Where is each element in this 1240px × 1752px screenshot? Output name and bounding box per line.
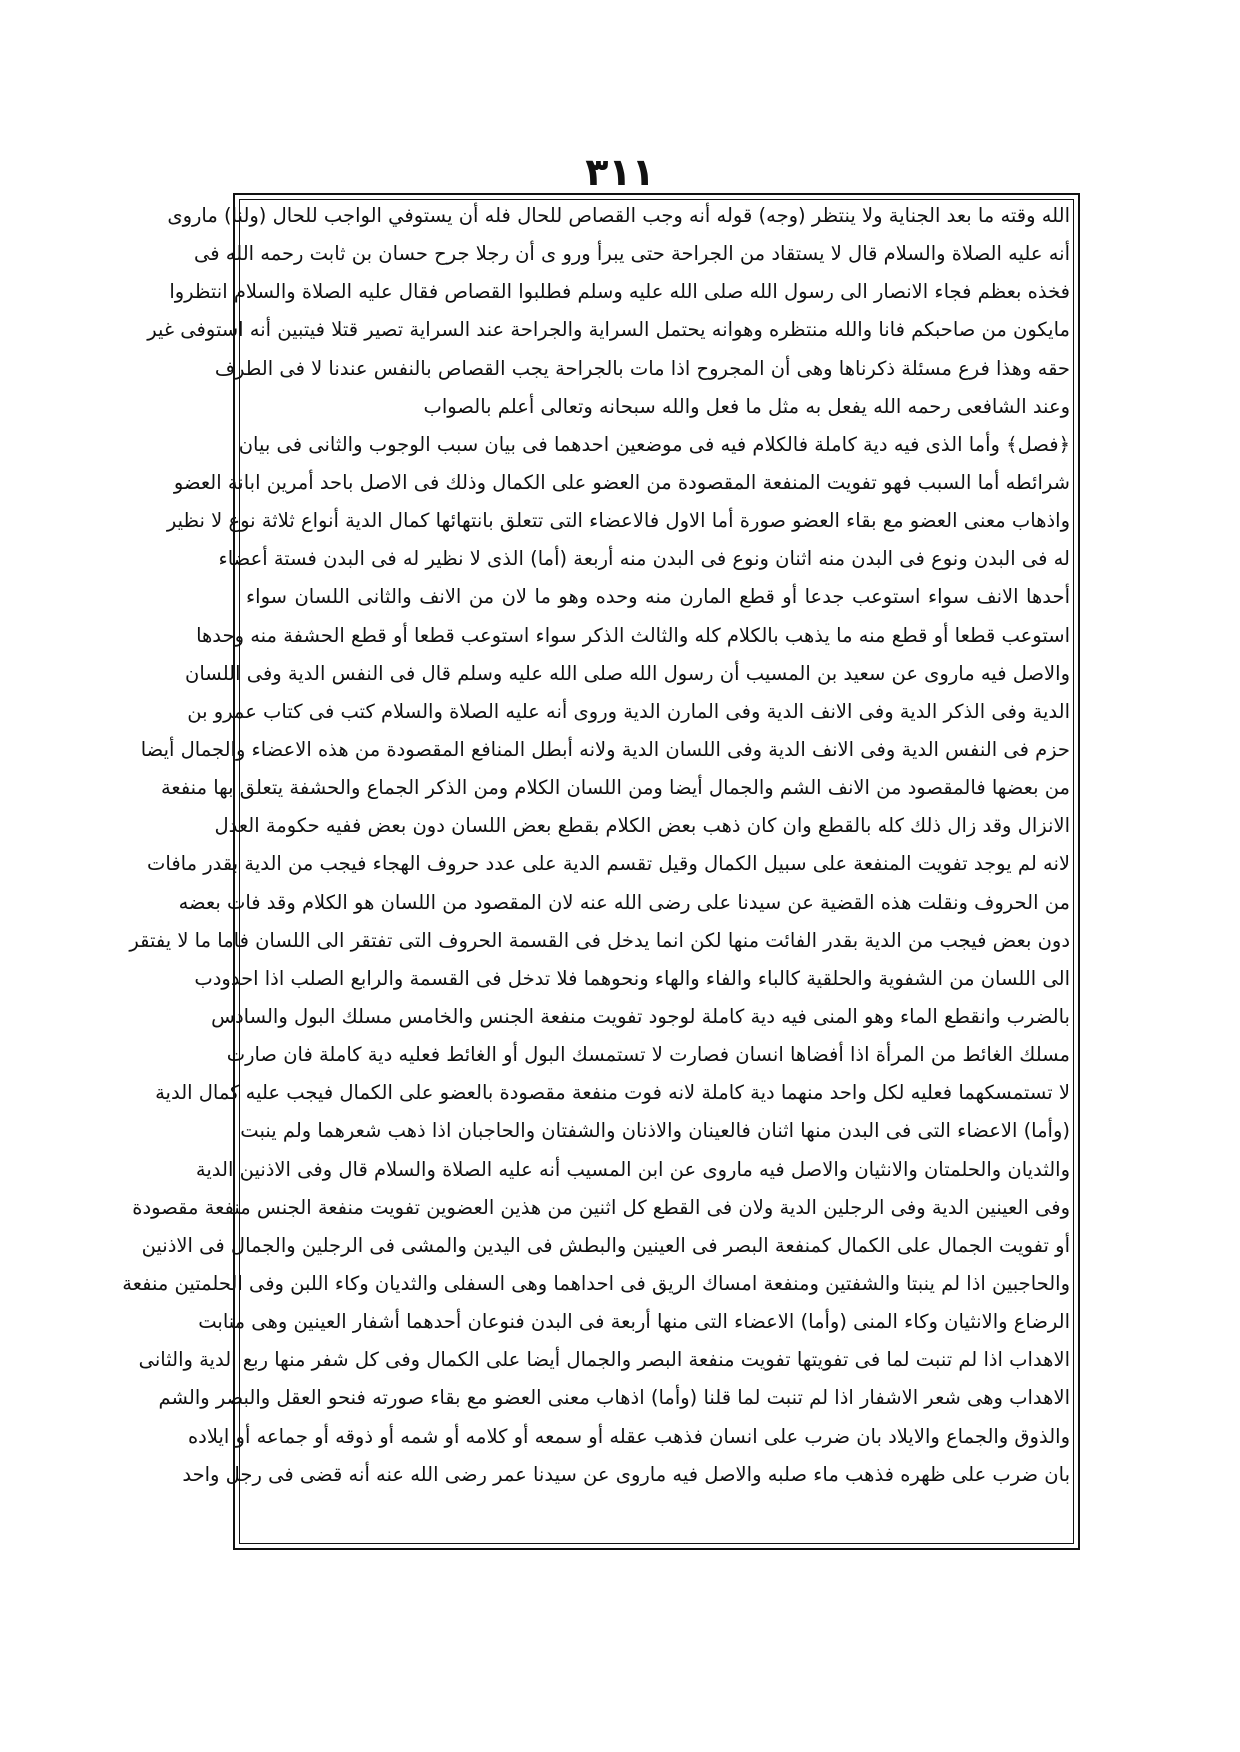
text-line: من الحروف ونقلت هذه القضية عن سيدنا على رضى الله عنه لان المقصود من اللسان هو الكلام وقد فات بعضه (178, 890, 1070, 914)
text-line: الله وقته ما بعد الجناية ولا ينتظر (وجه) قوله أنه وجب القصاص للحال فله أن يستوفي الواجب للحال (ولنا) ماروى (167, 204, 1070, 227)
text-line: دون بعض فيجب من الدية بقدر الفائت منها لكن انما يدخل فى القسمة الحروف التى تفتقر الى اللسان فاما ما لا يفتقر (129, 928, 1070, 952)
text-line: والثديان والحلمتان والانثيان والاصل فيه ماروى عن ابن المسيب أنه عليه الصلاة والسلام قال وفى الاذنين الدية (195, 1157, 1070, 1181)
text-line: (وأما) الاعضاء التى فى البدن منها اثنان فالعينان والاذنان والشفتان والحاجبان اذا ذهب شعرهما ولم ينبت (240, 1119, 1070, 1143)
text-line: الانزال وقد زال ذلك كله بالقطع وان كان ذهب بعض الكلام بقطع بعض اللسان دون بعض ففيه حكومة العدل (214, 814, 1070, 838)
text-line: لا تستمسكهما فعليه لكل واحد منهما دية كاملة لانه فوت منفعة مقصودة بالعضو على الكمال فيجب عليه كمال الدية (155, 1081, 1070, 1105)
text-line: مايكون من صاحبكم فانا والله منتظره وهوانه يحتمل السراية والجراحة عند السراية تصير قتلا فيتبين أنه استوفى غير (147, 318, 1070, 342)
section-heading-line: ﴿فصل﴾ وأما الذى فيه دية كاملة فالكلام فيه فى موضعين احدهما فى بيان سبب الوجوب والثانى فى بيان (238, 432, 1070, 456)
text-line: والاصل فيه ماروى عن سعيد بن المسيب أن رسول الله صلى الله عليه وسلم قال فى النفس الدية وفى اللسان (185, 661, 1070, 685)
text-line: حقه وهذا فرع مسئلة ذكرناها وهى أن المجروح اذا مات بالجراحة يجب القصاص بالنفس عندنا لا فى الطرف (214, 356, 1070, 380)
text-line: أو تفويت الجمال على الكمال كمنفعة البصر فى العينين والبطش فى اليدين والمشى فى الرجلين والجمال فى الاذنين (141, 1233, 1070, 1257)
text-line: لانه لم يوجد تفويت المنفعة على سبيل الكمال وقيل تقسم الدية على عدد حروف الهجاء فيجب من الدية بقدر مافات (147, 852, 1070, 876)
text-line: وعند الشافعى رحمه الله يفعل به مثل ما فعل والله سبحانه وتعالى أعلم بالصواب (423, 394, 1070, 418)
text-line: استوعب قطعا أو قطع منه ما يذهب بالكلام كله والثالث الذكر سواء استوعب قطعا أو قطع الحشفة منه وحدها (196, 623, 1070, 647)
text-line: فخذه بعظم فجاء الانصار الى رسول الله صلى الله عليه وسلم فطلبوا القصاص فقال عليه الصلاة والسلام انتظروا (169, 280, 1070, 304)
text-line: الاهداب وهى شعر الاشفار اذا لم تنبت لما قلنا (وأما) اذهاب معنى العضو مع بقاء صورته فنحو العقل والبصر والشم (158, 1386, 1070, 1410)
text-line: من بعضها فالمقصود من الانف الشم والجمال أيضا ومن اللسان الكلام ومن الذكر الجماع والحشفة يتعلق بها منفعة (160, 776, 1070, 800)
text-line: بان ضرب على ظهره فذهب ماء صلبه والاصل فيه ماروى عن سيدنا عمر رضى الله عنه أنه قضى فى رجل واحد (182, 1462, 1070, 1486)
text-line: مسلك الغائط من المرأة اذا أفضاها انسان فصارت لا تستمسك البول أو الغائط فعليه دية كاملة فان صارت (226, 1043, 1070, 1067)
text-line: بالضرب وانقطع الماء وهو المنى فيه دية كاملة لوجود تفويت منفعة الجنس والخامس مسلك البول والسادس (211, 1004, 1070, 1028)
text-line: وفى العينين الدية وفى الرجلين الدية ولان فى القطع كل اثنين من هذين العضوين تفويت منفعة الجنس منفعة مقصودة (132, 1195, 1070, 1219)
page-number: ٣١١ (585, 150, 655, 194)
text-line: شرائطه أما السبب فهو تفويت المنفعة المقصودة من العضو على الكمال وذلك فى الاصل باحد أمرين ابانة العضو (173, 470, 1070, 494)
text-line: والذوق والجماع والايلاد بان ضرب على انسان فذهب عقله أو سمعه أو كلامه أو شمه أو ذوقه أو جماعه أو ايلاده (187, 1424, 1070, 1448)
text-line: أنه عليه الصلاة والسلام قال لا يستقاد من الجراحة حتى يبرأ ورو ى أن رجلا جرح حسان بن ثابت رحمه الله فى (194, 242, 1070, 266)
text-line: والحاجبين اذا لم ينبتا والشفتين ومنفعة امساك الريق فى احداهما وهى السفلى والثديان وكاء اللبن وفى الحلمتين منفعة (122, 1271, 1070, 1295)
text-line: الرضاع والانثيان وكاء المنى (وأما) الاعضاء التى منها أربعة فى البدن فنوعان أحدهما أشفار العينين وهى منابت (198, 1310, 1070, 1334)
text-line: واذهاب معنى العضو مع بقاء العضو صورة أما الاول فالاعضاء التى تتعلق بانتهائها كمال الدية أنواع ثلاثة نوع لا نظير (166, 509, 1070, 533)
text-line: الى اللسان من الشفوية والحلقية كالباء والفاء والهاء ونحوهما فلا تدخل فى القسمة والرابع الصلب اذا احدودب (194, 966, 1070, 990)
text-line: حزم فى النفس الدية وفى الانف الدية وفى اللسان الدية ولانه أبطل المنافع المقصودة من هذه الاعضاء والجمال أيضا (140, 737, 1070, 761)
body-text (122, 197, 1070, 1494)
text-line: له فى البدن ونوع فى البدن منه اثنان ونوع فى البدن منه أربعة (أما) الذى لا نظير له فى البدن فستة أعضاء (218, 547, 1070, 571)
text-line: الدية وفى الذكر الدية وفى الانف الدية وفى المارن الدية وروى أنه عليه الصلاة والسلام كتب فى كتاب عمرو بن (187, 699, 1070, 723)
text-line: الاهداب اذا لم تنبت لما فى تفويتها تفويت منفعة البصر والجمال أيضا على الكمال وفى كل شفر منها ربع الدية والثانى (138, 1348, 1070, 1372)
text-line: أحدها الانف سواء استوعب جدعا أو قطع المارن منه وحده وهو ما لان من الانف والثانى اللسان سواء (246, 585, 1070, 609)
